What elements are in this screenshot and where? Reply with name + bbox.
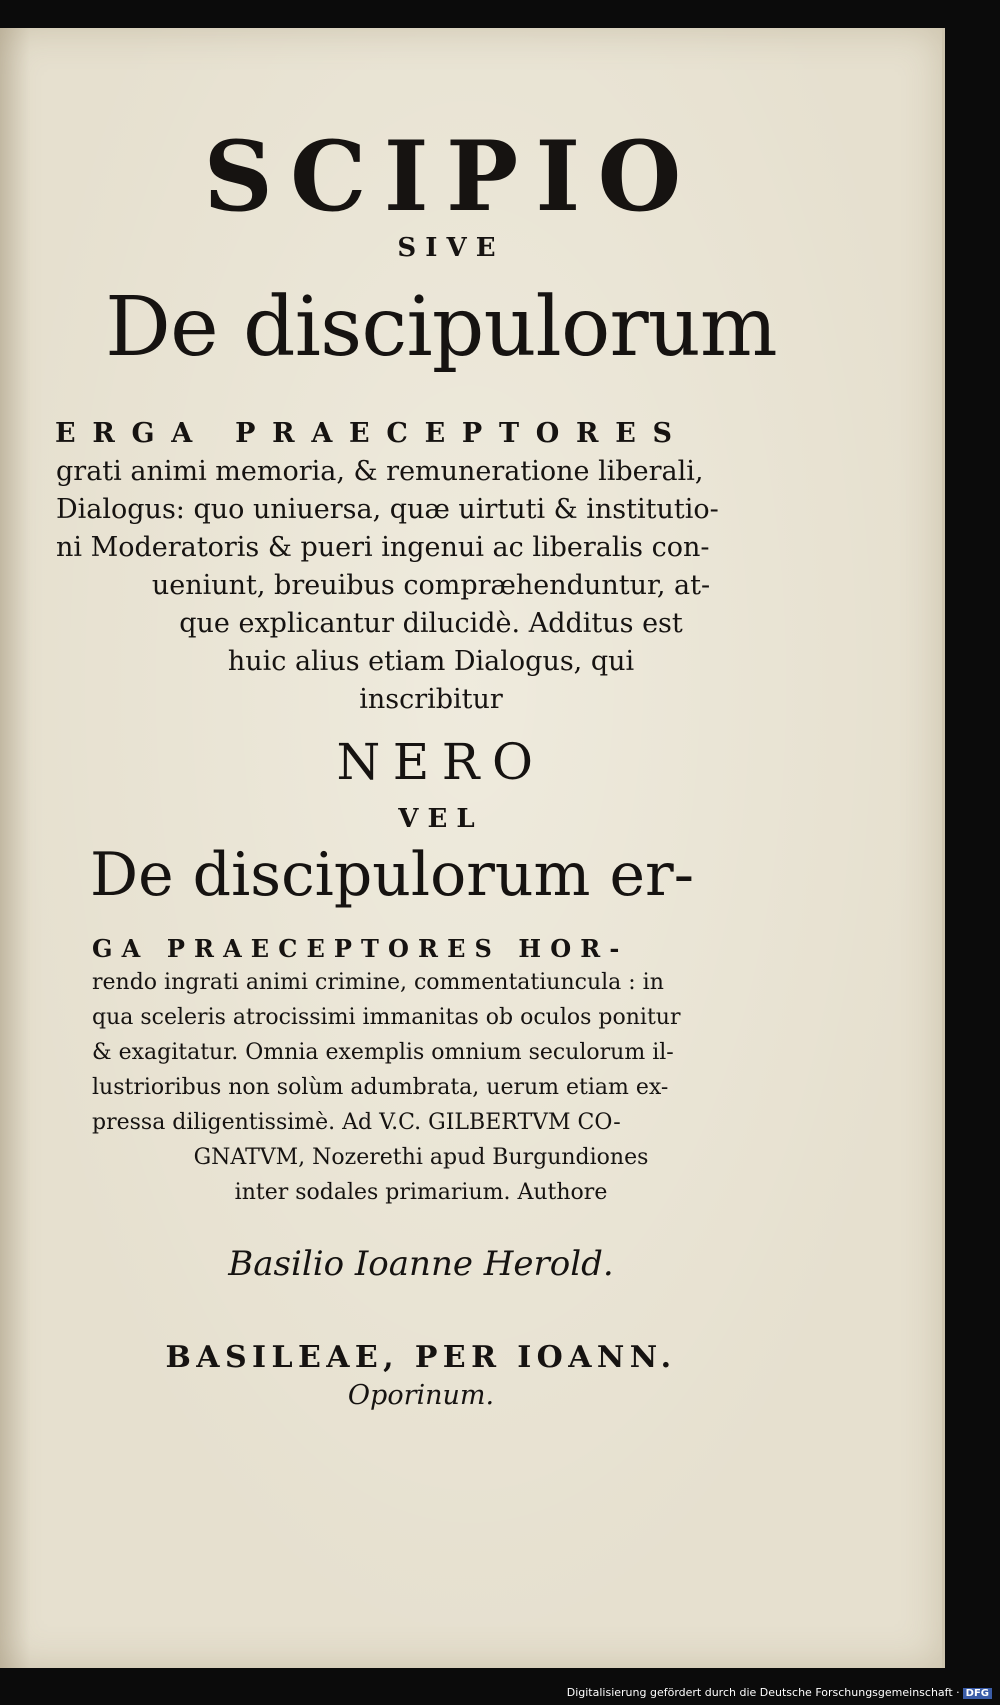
body2-line-4: lustrioribus non solùm adumbrata, uerum etiam ex- [92,1075,669,1100]
subtitle-de-discipulorum: De discipulorum [105,280,777,375]
body-line-5: que explicantur dilucidè. Additus est [179,608,683,639]
dfg-logo: DFG [963,1688,992,1699]
body-line-7: inscribitur [359,684,503,715]
body2-line-3: & exagitatur. Omnia exemplis omnium seculorum il- [92,1040,674,1065]
body2-line-5: pressa diligentissimè. Ad V.C. GILBERTVM CO- [92,1110,621,1135]
imprint-place: BASILEAE, PER IOANN. [165,1340,677,1375]
title-nero: NERO [336,733,546,791]
subtitle-de-discipulorum-er: De discipulorum er- [90,840,694,910]
credit-text: Digitalisierung gefördert durch die Deutsche Forschungsgemeinschaft · [566,1686,960,1699]
author-name: Basilio Ioanne Herold. [228,1244,614,1284]
body2-line-1: rendo ingrati animi crimine, commentatiuncula : in [92,970,664,995]
body2-line-2: qua sceleris atrocissimi immanitas ob oculos ponitur [92,1005,681,1030]
body-line-1: grati animi memoria, & remuneratione liberali, [56,456,704,487]
title-page [0,28,945,1668]
word-vel: VEL [398,804,484,834]
body-line-4: ueniunt, breuibus compræhenduntur, at- [151,570,711,601]
body-line-2: Dialogus: quo uniuersa, quæ uirtuti & institutio- [56,494,719,525]
digitization-credit [567,1686,992,1699]
imprint-printer: Oporinum. [347,1380,495,1411]
ga-praeceptores-line: GA PRAECEPTORES HOR- [92,934,629,963]
body-line-3: ni Moderatoris & pueri ingenui ac liberalis con- [56,532,710,563]
word-sive: SIVE [397,233,505,263]
title-scipio: SCIPIO [203,120,699,233]
body2-line-7: inter sodales primarium. Authore [234,1180,608,1205]
erga-praeceptores-line: ERGA PRAECEPTORES [55,418,689,449]
body-line-6: huic alius etiam Dialogus, qui [227,646,635,677]
body2-line-6: GNATVM, Nozerethi apud Burgundiones [193,1145,649,1170]
